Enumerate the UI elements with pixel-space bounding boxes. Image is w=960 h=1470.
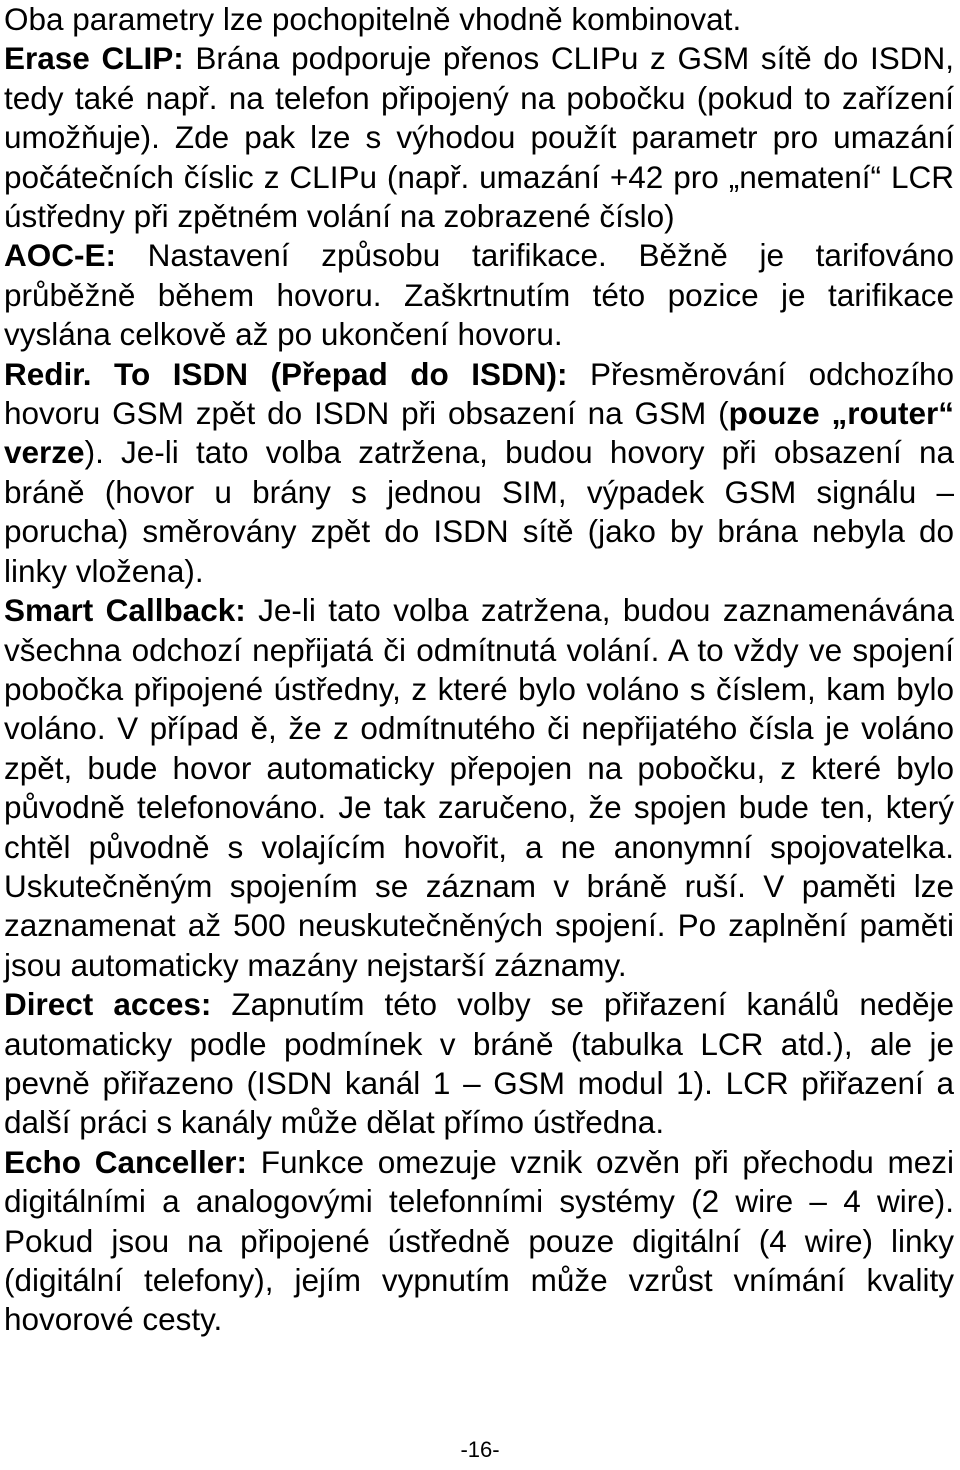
redir-label: Redir. To ISDN (Přepad do ISDN):: [4, 355, 568, 392]
aoc-e-text: Nastavení způsobu tarifikace. Běžně je tarifováno průběžně během hovoru. Zaškrtnutím této pozice je tarifikace vyslána celkově až po ukončení hovoru.: [4, 237, 954, 353]
paragraph-smart-callback: [4, 591, 954, 985]
paragraph-intro: [4, 0, 954, 39]
paragraph-erase-clip: [4, 39, 954, 236]
echo-canceller-label: Echo Canceller:: [4, 1143, 248, 1180]
redir-text-a: Přesměrování odchozího hovoru GSM zpět do ISDN při obsazení na GSM (: [4, 355, 954, 432]
paragraph-redir: [4, 355, 954, 591]
echo-canceller-text: Funkce omezuje vznik ozvěn při přechodu mezi digitálními a analogovými telefonními systémy (2 wire – 4 wire). Pokud jsou na připojené ústředně pouze digitální (4 wire) linky (digitální telefony), jejím vypnutím může vzrůst vnímání kvality hovorové cesty.: [4, 1143, 954, 1338]
paragraph-direct-acces: [4, 985, 954, 1143]
document-page: [4, 0, 954, 1340]
aoc-e-label: AOC-E:: [4, 237, 116, 274]
paragraph-aoc-e: [4, 236, 954, 354]
erase-clip-text: Brána podporuje přenos CLIPu z GSM sítě do ISDN, tedy také např. na telefon připojený na pobočku (pokud to zařízení umožňuje). Zde pak lze s výhodou použít parametr pro umazání počátečních číslic z CLIPu (např. umazání +42 pro „nematení“ LCR ústředny při zpětném volání na zobrazené číslo): [4, 40, 954, 235]
page-number: -16-: [460, 1437, 500, 1462]
direct-acces-text: Zapnutím této volby se přiřazení kanálů neděje automaticky podle podmínek v bráně (tabulka LCR atd.), ale je pevně přiřazeno (ISDN kanál 1 – GSM modul 1). LCR přiřazení a další práci s kanály může dělat přímo ústředna.: [4, 986, 954, 1141]
smart-callback-text: Je-li tato volba zatržena, budou zaznamenávána všechna odchozí nepřijatá či odmítnutá volání. A to vždy ve spojení pobočka připojené ústředny, z které bylo voláno s číslem, kam bylo voláno. V případ ě, že z odmítnutého či nepřijatého čísla je voláno zpět, bude hovor automaticky přepojen na pobočku, z které bylo původně telefonováno. Je tak zaručeno, že spojen bude ten, který chtěl původně s volajícím hovořit, a ne anonymní spojovatelka. Uskutečněným spojením se záznam v bráně ruší. V paměti lze zaznamenat až 500 neuskutečněných spojení. Po zaplnění paměti jsou automaticky mazány nejstarší záznamy.: [4, 592, 954, 983]
redir-bold-note: pouze „router“ verze: [4, 395, 954, 471]
smart-callback-label: Smart Callback:: [4, 592, 246, 629]
intro-text: Oba parametry lze pochopitelně vhodně kombinovat.: [4, 1, 742, 37]
paragraph-echo-canceller: [4, 1143, 954, 1340]
erase-clip-label: Erase CLIP:: [4, 40, 184, 77]
direct-acces-label: Direct acces:: [4, 986, 212, 1023]
redir-text-b: ). Je-li tato volba zatržena, budou hovory při obsazení na bráně (hovor u brány s jednou SIM, výpadek GSM signálu – porucha) směrovány zpět do ISDN sítě (jako by brána nebyla do linky vložena).: [4, 434, 954, 589]
